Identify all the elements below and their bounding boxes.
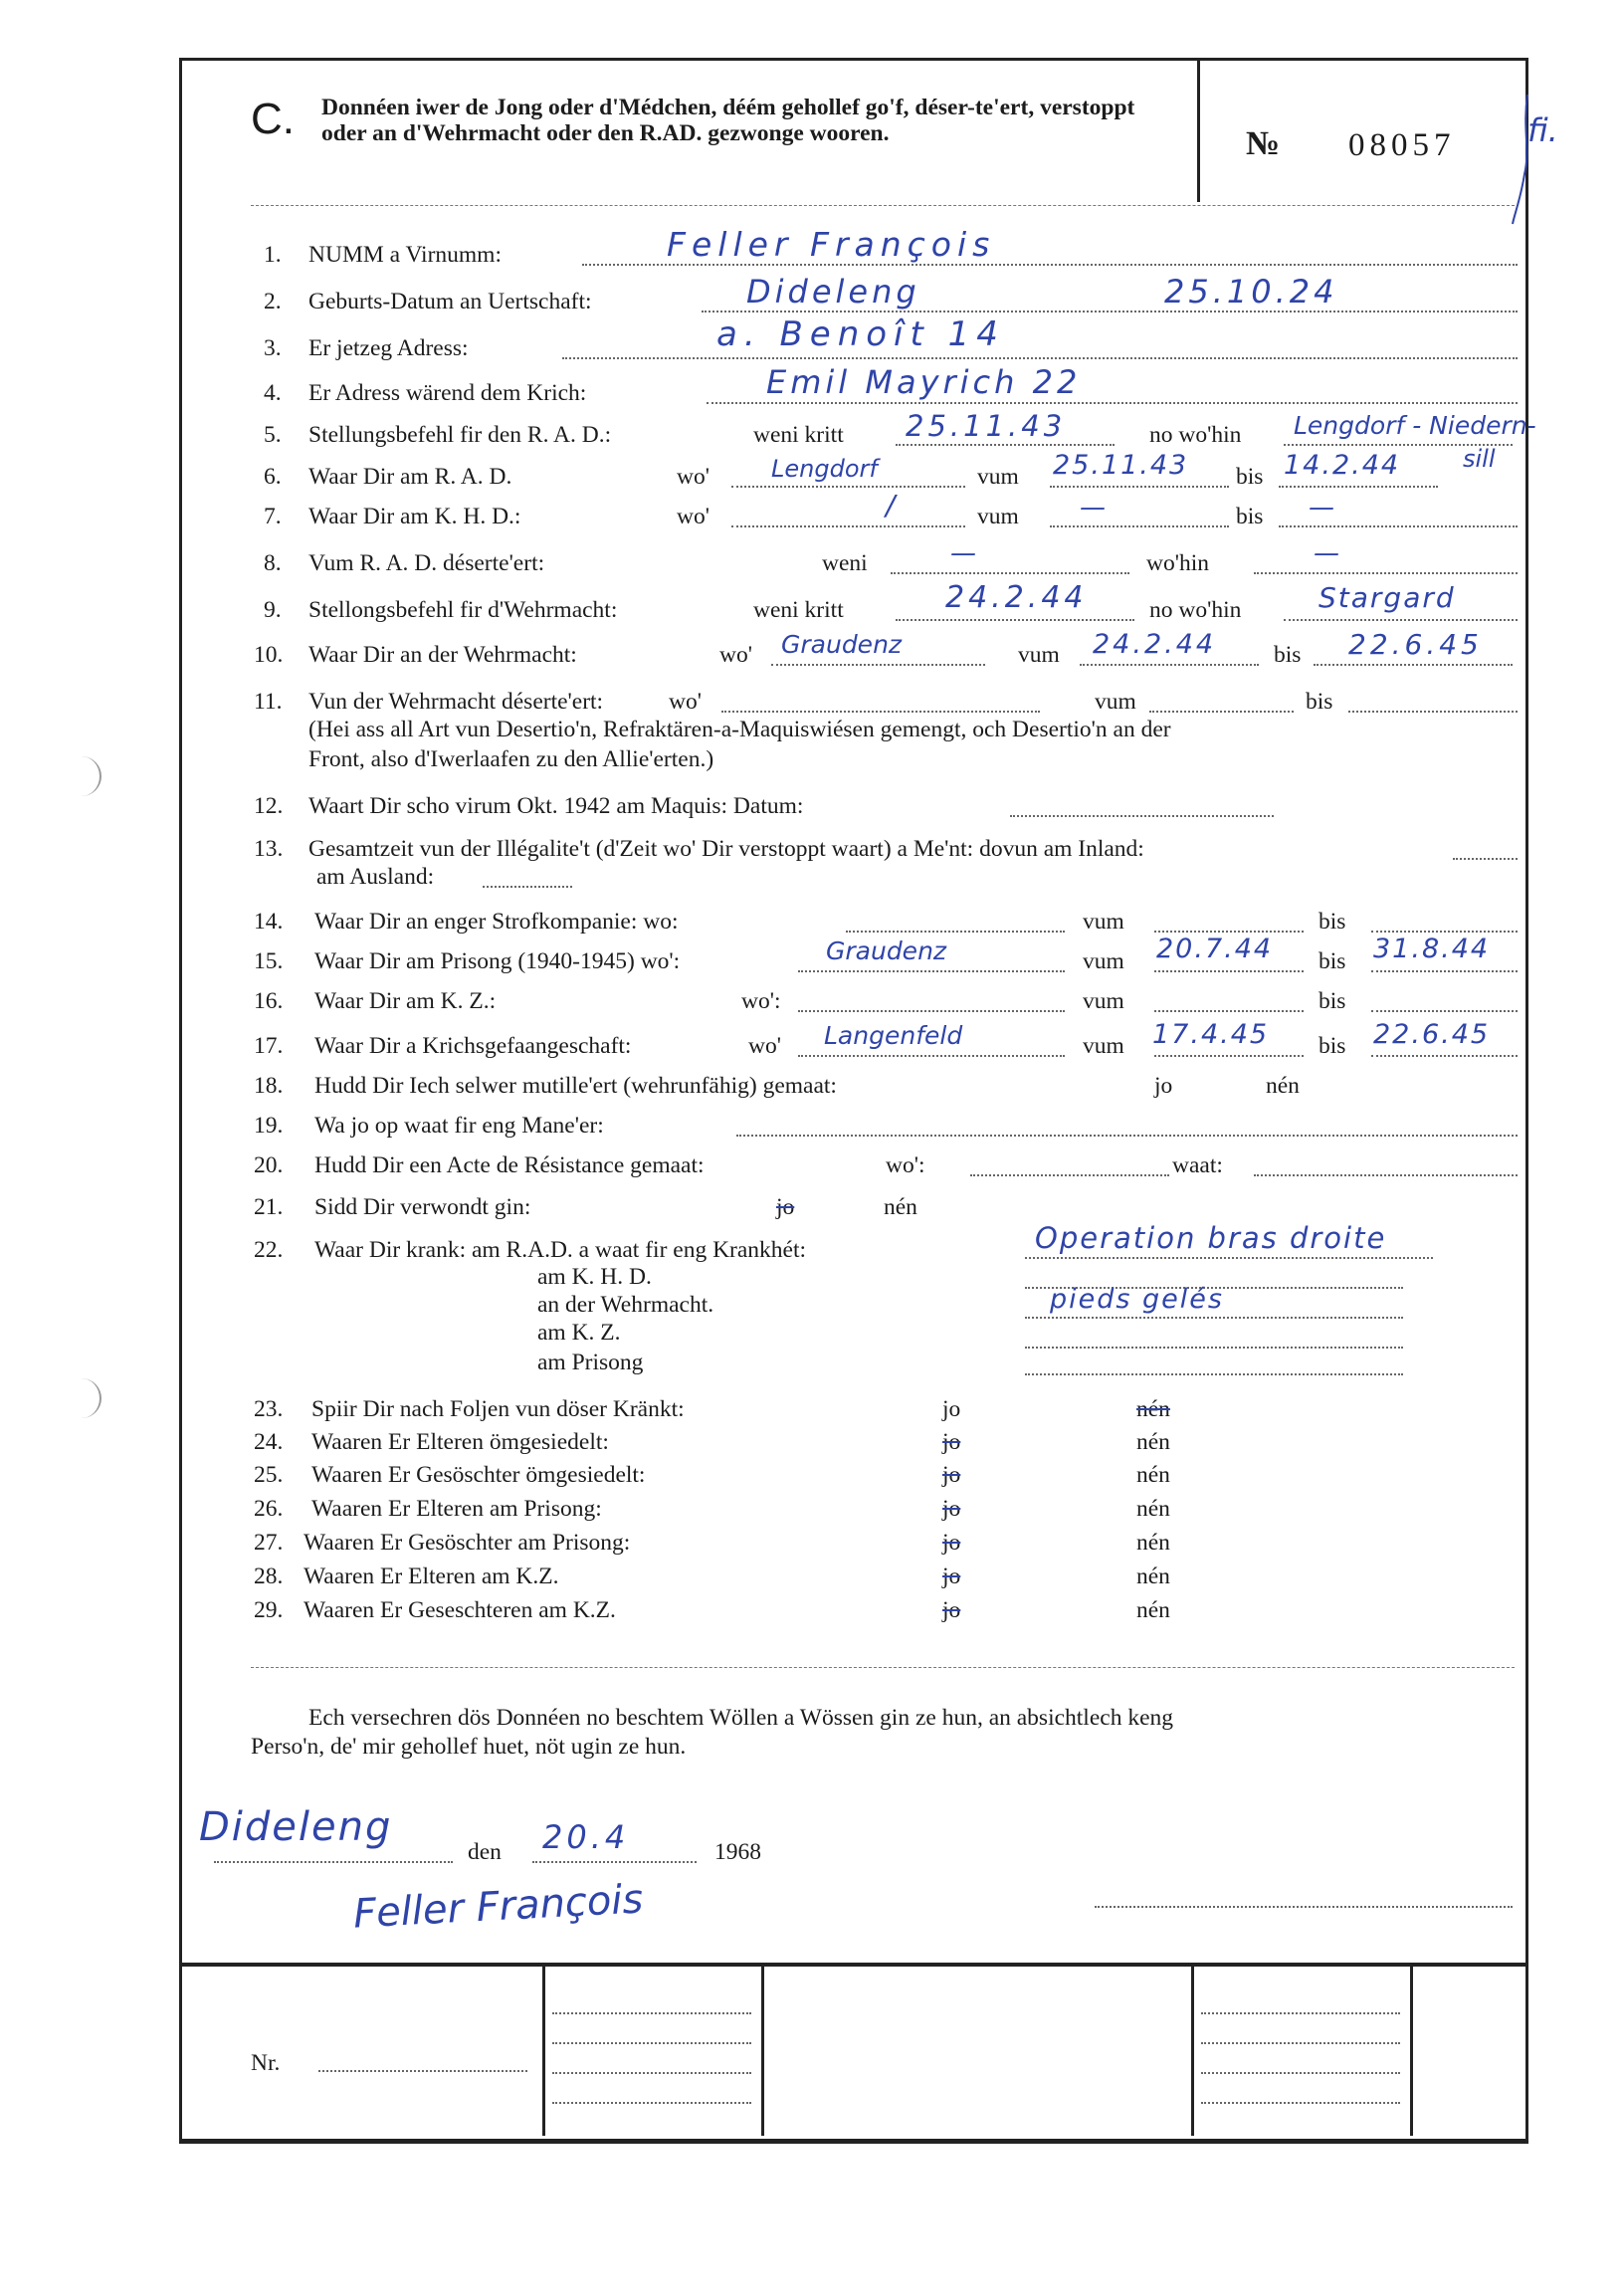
footer-nr-label: Nr. [251,2050,281,2076]
item-1-label: NUMM a Virnumm: [308,242,502,268]
item-9-when-label: weni kritt [753,597,844,623]
item-6-label: Waar Dir am R. A. D. [308,464,512,490]
signature-name: Feller François [351,1876,645,1938]
item-21-num: 21. [254,1194,284,1220]
item-13-ausland-field[interactable] [483,886,572,888]
item-24-num: 24. [254,1429,284,1455]
item-14-bis-field[interactable] [1371,931,1518,933]
item-24-nen[interactable]: nén [1136,1429,1170,1455]
item-6-bis-field[interactable] [1279,486,1438,488]
item-13-label-2: am Ausland: [316,864,435,890]
footer-cell-field[interactable] [552,2102,751,2104]
declaration-line-1: Ech versechren dös Donnéen no beschtem Wöllen a Wössen gin ze hun, an absichtlech keng [308,1705,1174,1731]
item-1-num: 1. [264,242,282,268]
item-14-num: 14. [254,909,284,935]
item-16-bis-field[interactable] [1371,1010,1518,1012]
item-15-vum-field[interactable] [1154,970,1304,972]
section-letter: C. [251,95,295,143]
item-8-num: 8. [264,550,282,576]
item-10-vum-label: vum [1018,642,1060,668]
item-11-num: 11. [254,689,283,715]
item-5-where-value: Lengdorf - Niedern- [1294,411,1536,440]
footer-divider [1410,1967,1413,2136]
item-22-label: Waar Dir krank: am R.A.D. a waat fir eng Krankhét: [314,1237,807,1263]
item-3-label: Er jetzeg Adress: [308,335,469,361]
item-5-when-label: weni kritt [753,422,844,448]
punch-hole [70,1378,102,1418]
item-18-jo[interactable]: jo [1154,1073,1173,1099]
item-9-when-value: 24.2.44 [945,580,1088,615]
footer-cell-field[interactable] [552,2042,751,2044]
item-15-wo-field[interactable] [798,970,1065,972]
item-25-nen[interactable]: nén [1136,1462,1170,1488]
item-25-num: 25. [254,1462,284,1488]
item-25-label: Waaren Er Gesöschter ömgesiedelt: [311,1462,646,1488]
item-23-nen[interactable]: nén [1136,1396,1170,1422]
item-22-sub-2: an der Wehrmacht. [537,1292,714,1318]
signature-date-field[interactable] [532,1861,697,1863]
item-15-num: 15. [254,948,284,974]
item-19-label: Wa jo op waat fir eng Mane'er: [314,1113,604,1139]
item-14-bis-label: bis [1319,909,1346,935]
item-8-wohin-value: — [1314,538,1339,568]
item-19-num: 19. [254,1113,284,1139]
item-17-wo-value: Langenfeld [824,1021,963,1050]
item-27-num: 27. [254,1530,284,1556]
item-8-wohin-field[interactable] [1254,572,1518,574]
footer-divider [1191,1967,1194,2136]
item-16-vum-field[interactable] [1154,1010,1304,1012]
item-27-jo[interactable]: jo [942,1530,961,1556]
number-label: № [1246,125,1281,162]
item-6-num: 6. [264,464,282,490]
item-9-where-field[interactable] [1284,619,1518,621]
item-8-weni-field[interactable] [891,572,1129,574]
item-7-bis-value: — [1309,493,1334,522]
item-2-place: Dideleng [746,273,920,311]
item-21-nen[interactable]: nén [884,1194,917,1220]
header-separator [251,205,1515,206]
item-6-bis-label: bis [1236,464,1264,490]
item-2-label: Geburts-Datum an Uertschaft: [308,289,592,314]
item-18-nen[interactable]: nén [1266,1073,1300,1099]
item-15-bis-value: 31.8.44 [1373,934,1491,964]
item-6-vum-field[interactable] [1050,486,1229,488]
item-22-field-4[interactable] [1025,1347,1403,1349]
item-18-label: Hudd Dir Iech selwer mutille'ert (wehrunfähig) gemaat: [314,1073,837,1099]
item-20-wo-label: wo': [886,1152,925,1178]
item-15-label: Waar Dir am Prisong (1940-1945) wo': [314,948,681,974]
item-5-when-field[interactable] [896,444,1115,446]
item-16-label: Waar Dir am K. Z.: [314,988,497,1014]
signature-year: 1968 [714,1839,761,1865]
item-6-vum-value: 25.11.43 [1053,450,1189,481]
item-16-bis-label: bis [1319,988,1346,1014]
item-5-num: 5. [264,422,282,448]
item-8-weni-label: weni [822,550,868,576]
item-16-wo-label: wo': [741,988,781,1014]
item-4-num: 4. [264,380,282,406]
item-7-vum-field[interactable] [1050,525,1229,527]
item-13-num: 13. [254,836,284,862]
signature-line[interactable] [1095,1906,1513,1908]
item-9-num: 9. [264,597,282,623]
item-22-field-1[interactable] [1025,1257,1433,1259]
item-28-num: 28. [254,1563,284,1589]
margin-stroke [1503,90,1542,229]
item-5-when-value: 25.11.43 [906,409,1067,443]
item-10-wo-value: Graudenz [781,630,903,659]
item-6-wo-label: wo' [677,464,710,490]
item-21-label: Sidd Dir verwondt gin: [314,1194,531,1220]
item-17-bis-field[interactable] [1371,1055,1518,1057]
item-17-vum-value: 17.4.45 [1152,1019,1270,1050]
item-3-field[interactable] [562,357,1518,359]
item-2-date: 25.10.24 [1164,273,1338,311]
item-28-jo[interactable]: jo [942,1563,961,1589]
item-8-wohin-label: wo'hin [1146,550,1209,576]
item-6-vum-label: vum [977,464,1019,490]
item-29-jo[interactable]: jo [942,1597,961,1623]
item-3-num: 3. [264,335,282,361]
signature-date: 20.4 [542,1818,630,1856]
item-11-vum-field[interactable] [1149,711,1294,713]
item-25-jo[interactable]: jo [942,1462,961,1488]
item-11-bis-field[interactable] [1348,711,1518,713]
item-10-bis-value: 22.6.45 [1348,628,1483,661]
item-18-num: 18. [254,1073,284,1099]
item-24-jo[interactable]: jo [942,1429,961,1455]
footer-cell-field[interactable] [1201,2012,1400,2014]
signature-den: den [468,1839,502,1865]
item-10-bis-field[interactable] [1314,664,1513,666]
item-26-label: Waaren Er Elteren am Prisong: [311,1496,602,1522]
item-14-vum-label: vum [1083,909,1124,935]
item-20-label: Hudd Dir een Acte de Résistance gemaat: [314,1152,705,1178]
item-15-vum-value: 20.7.44 [1156,934,1274,964]
item-7-wo-label: wo' [677,504,710,529]
item-15-vum-label: vum [1083,948,1124,974]
signature-place-field[interactable] [214,1861,453,1863]
section-title: Donnéen iwer de Jong oder d'Médchen, déém gehollef go'f, déser-te'ert, verstoppt oder an d'Wehrmacht oder den R.AD. gezwonge wooren. [321,95,1135,146]
item-11-bis-label: bis [1306,689,1333,715]
item-17-label: Waar Dir a Krichsgefaangeschaft: [314,1033,632,1059]
signature-place: Dideleng [199,1804,393,1850]
item-28-nen[interactable]: nén [1136,1563,1170,1589]
item-20-wo-field[interactable] [970,1174,1169,1176]
item-15-wo-value: Graudenz [826,937,947,965]
item-12-num: 12. [254,793,284,819]
item-12-field[interactable] [1010,815,1274,817]
item-2-field[interactable] [702,311,1518,313]
item-17-wo-field[interactable] [798,1055,1065,1057]
item-4-field[interactable] [707,402,1518,404]
item-26-jo[interactable]: jo [942,1496,961,1522]
item-13-inland-field[interactable] [1453,858,1518,860]
item-5-where-cont: sill [1463,445,1496,473]
item-22-sub-3: am K. Z. [537,1320,621,1346]
item-10-bis-label: bis [1274,642,1302,668]
punch-hole [70,756,102,796]
item-20-waat-field[interactable] [1254,1174,1518,1176]
item-16-vum-label: vum [1083,988,1124,1014]
item-11-label: Vun der Wehrmacht déserte'ert: [308,689,604,715]
item-19-field[interactable] [736,1135,1518,1137]
item-17-vum-label: vum [1083,1033,1124,1059]
item-13-label: Gesamtzeit vun der Illégalite't (d'Zeit wo' Dir verstoppt waart) a Me'nt: dovun am Inland: [308,836,1144,862]
item-27-label: Waaren Er Gesöschter am Prisong: [304,1530,631,1556]
item-26-num: 26. [254,1496,284,1522]
item-5-label: Stellungsbefehl fir den R. A. D.: [308,422,612,448]
declaration-line-2: Perso'n, de' mir gehollef huet, nöt ugin ze hun. [251,1734,687,1760]
footer-cell-field[interactable] [552,2072,751,2074]
items-separator [251,1667,1515,1668]
item-22-num: 22. [254,1237,284,1263]
item-23-label: Spiir Dir nach Foljen vun döser Kränkt: [311,1396,685,1422]
item-27-nen[interactable]: nén [1136,1530,1170,1556]
item-17-vum-field[interactable] [1154,1055,1304,1057]
item-7-wo-field[interactable] [731,525,965,527]
item-28-label: Waaren Er Elteren am K.Z. [304,1563,559,1589]
item-29-num: 29. [254,1597,284,1623]
item-7-num: 7. [264,504,282,529]
item-11-note-1: (Hei ass all Art vun Desertio'n, Refraktären-a-Maquiswiésen gemengt, och Desertio'n an der [308,717,1171,742]
item-7-vum-value: — [1080,493,1106,522]
item-15-bis-field[interactable] [1371,970,1518,972]
item-11-wo-label: wo' [669,689,702,715]
item-2-num: 2. [264,289,282,314]
item-4-value: Emil Mayrich 22 [766,363,1082,401]
item-6-wo-value: Lengdorf [771,455,878,483]
item-22-field-3[interactable] [1025,1317,1403,1319]
item-15-bis-label: bis [1319,948,1346,974]
item-4-label: Er Adress wärend dem Krich: [308,380,587,406]
item-22-field-5[interactable] [1025,1373,1403,1375]
item-10-num: 10. [254,642,284,668]
item-14-vum-field[interactable] [1154,931,1304,933]
item-7-vum-label: vum [977,504,1019,529]
item-12-label: Waart Dir scho virum Okt. 1942 am Maquis: Datum: [308,793,804,819]
item-11-vum-label: vum [1095,689,1136,715]
item-10-wo-field[interactable] [771,664,985,666]
item-26-nen[interactable]: nén [1136,1496,1170,1522]
item-22-value-1: Operation bras droite [1035,1221,1387,1255]
item-7-label: Waar Dir am K. H. D.: [308,504,521,529]
margin-mark: fi. [1527,111,1558,149]
item-7-bis-field[interactable] [1279,525,1518,527]
footer-cell-field[interactable] [1201,2102,1400,2104]
item-20-waat-label: waat: [1172,1152,1223,1178]
item-24-label: Waaren Er Elteren ömgesiedelt: [311,1429,609,1455]
item-16-num: 16. [254,988,284,1014]
item-6-bis-value: 14.2.44 [1284,450,1401,481]
item-22-sub-4: am Prisong [537,1350,644,1375]
item-10-label: Waar Dir an der Wehrmacht: [308,642,577,668]
item-9-label: Stellongsbefehl fir d'Wehrmacht: [308,597,618,623]
item-6-wo-field[interactable] [731,486,965,488]
header-divider [1197,58,1200,202]
footer-divider [542,1967,545,2136]
item-29-label: Waaren Er Geseschteren am K.Z. [304,1597,616,1623]
item-8-label: Vum R. A. D. déserte'ert: [308,550,545,576]
item-14-label: Waar Dir an enger Strofkompanie: wo: [314,909,679,935]
item-29-nen[interactable]: nén [1136,1597,1170,1623]
item-23-num: 23. [254,1396,284,1422]
item-3-value: a. Benoît 14 [716,314,1005,354]
footer-cell-field[interactable] [1201,2072,1400,2074]
item-10-wo-label: wo' [719,642,752,668]
item-21-jo[interactable]: jo [776,1194,795,1220]
item-10-vum-value: 24.2.44 [1093,629,1217,660]
item-14-wo-field[interactable] [846,931,1065,933]
item-9-where-label: no wo'hin [1149,597,1242,623]
item-17-num: 17. [254,1033,284,1059]
item-5-where-label: no wo'hin [1149,422,1242,448]
item-7-bis-label: bis [1236,504,1264,529]
item-11-wo-field[interactable] [721,711,1040,713]
footer-cell-field[interactable] [552,2012,751,2014]
item-1-field[interactable] [582,264,1518,266]
footer-divider [761,1967,764,2136]
form-number: 08057 [1348,127,1456,163]
item-22-sub-1: am K. H. D. [537,1264,652,1290]
item-17-bis-value: 22.6.45 [1373,1019,1491,1050]
item-17-bis-label: bis [1319,1033,1346,1059]
footer-cell-field[interactable] [1201,2042,1400,2044]
item-7-wo-value: / [886,489,896,521]
item-17-wo-label: wo' [748,1033,781,1059]
item-11-note-2: Front, also d'Iwerlaafen zu den Allie'erten.) [308,746,714,772]
item-23-jo[interactable]: jo [942,1396,961,1422]
item-16-wo-field[interactable] [798,1010,1065,1012]
item-9-when-field[interactable] [896,619,1134,621]
item-8-weni-value: — [950,538,976,568]
item-10-vum-field[interactable] [1080,664,1259,666]
footer-nr-field[interactable] [318,2070,527,2072]
item-9-where-value: Stargard [1319,581,1456,614]
item-1-value: Feller François [667,225,996,264]
item-22-value-2: pieds gelés [1050,1284,1224,1315]
footer-top-line [179,1963,1525,1967]
item-20-num: 20. [254,1152,284,1178]
